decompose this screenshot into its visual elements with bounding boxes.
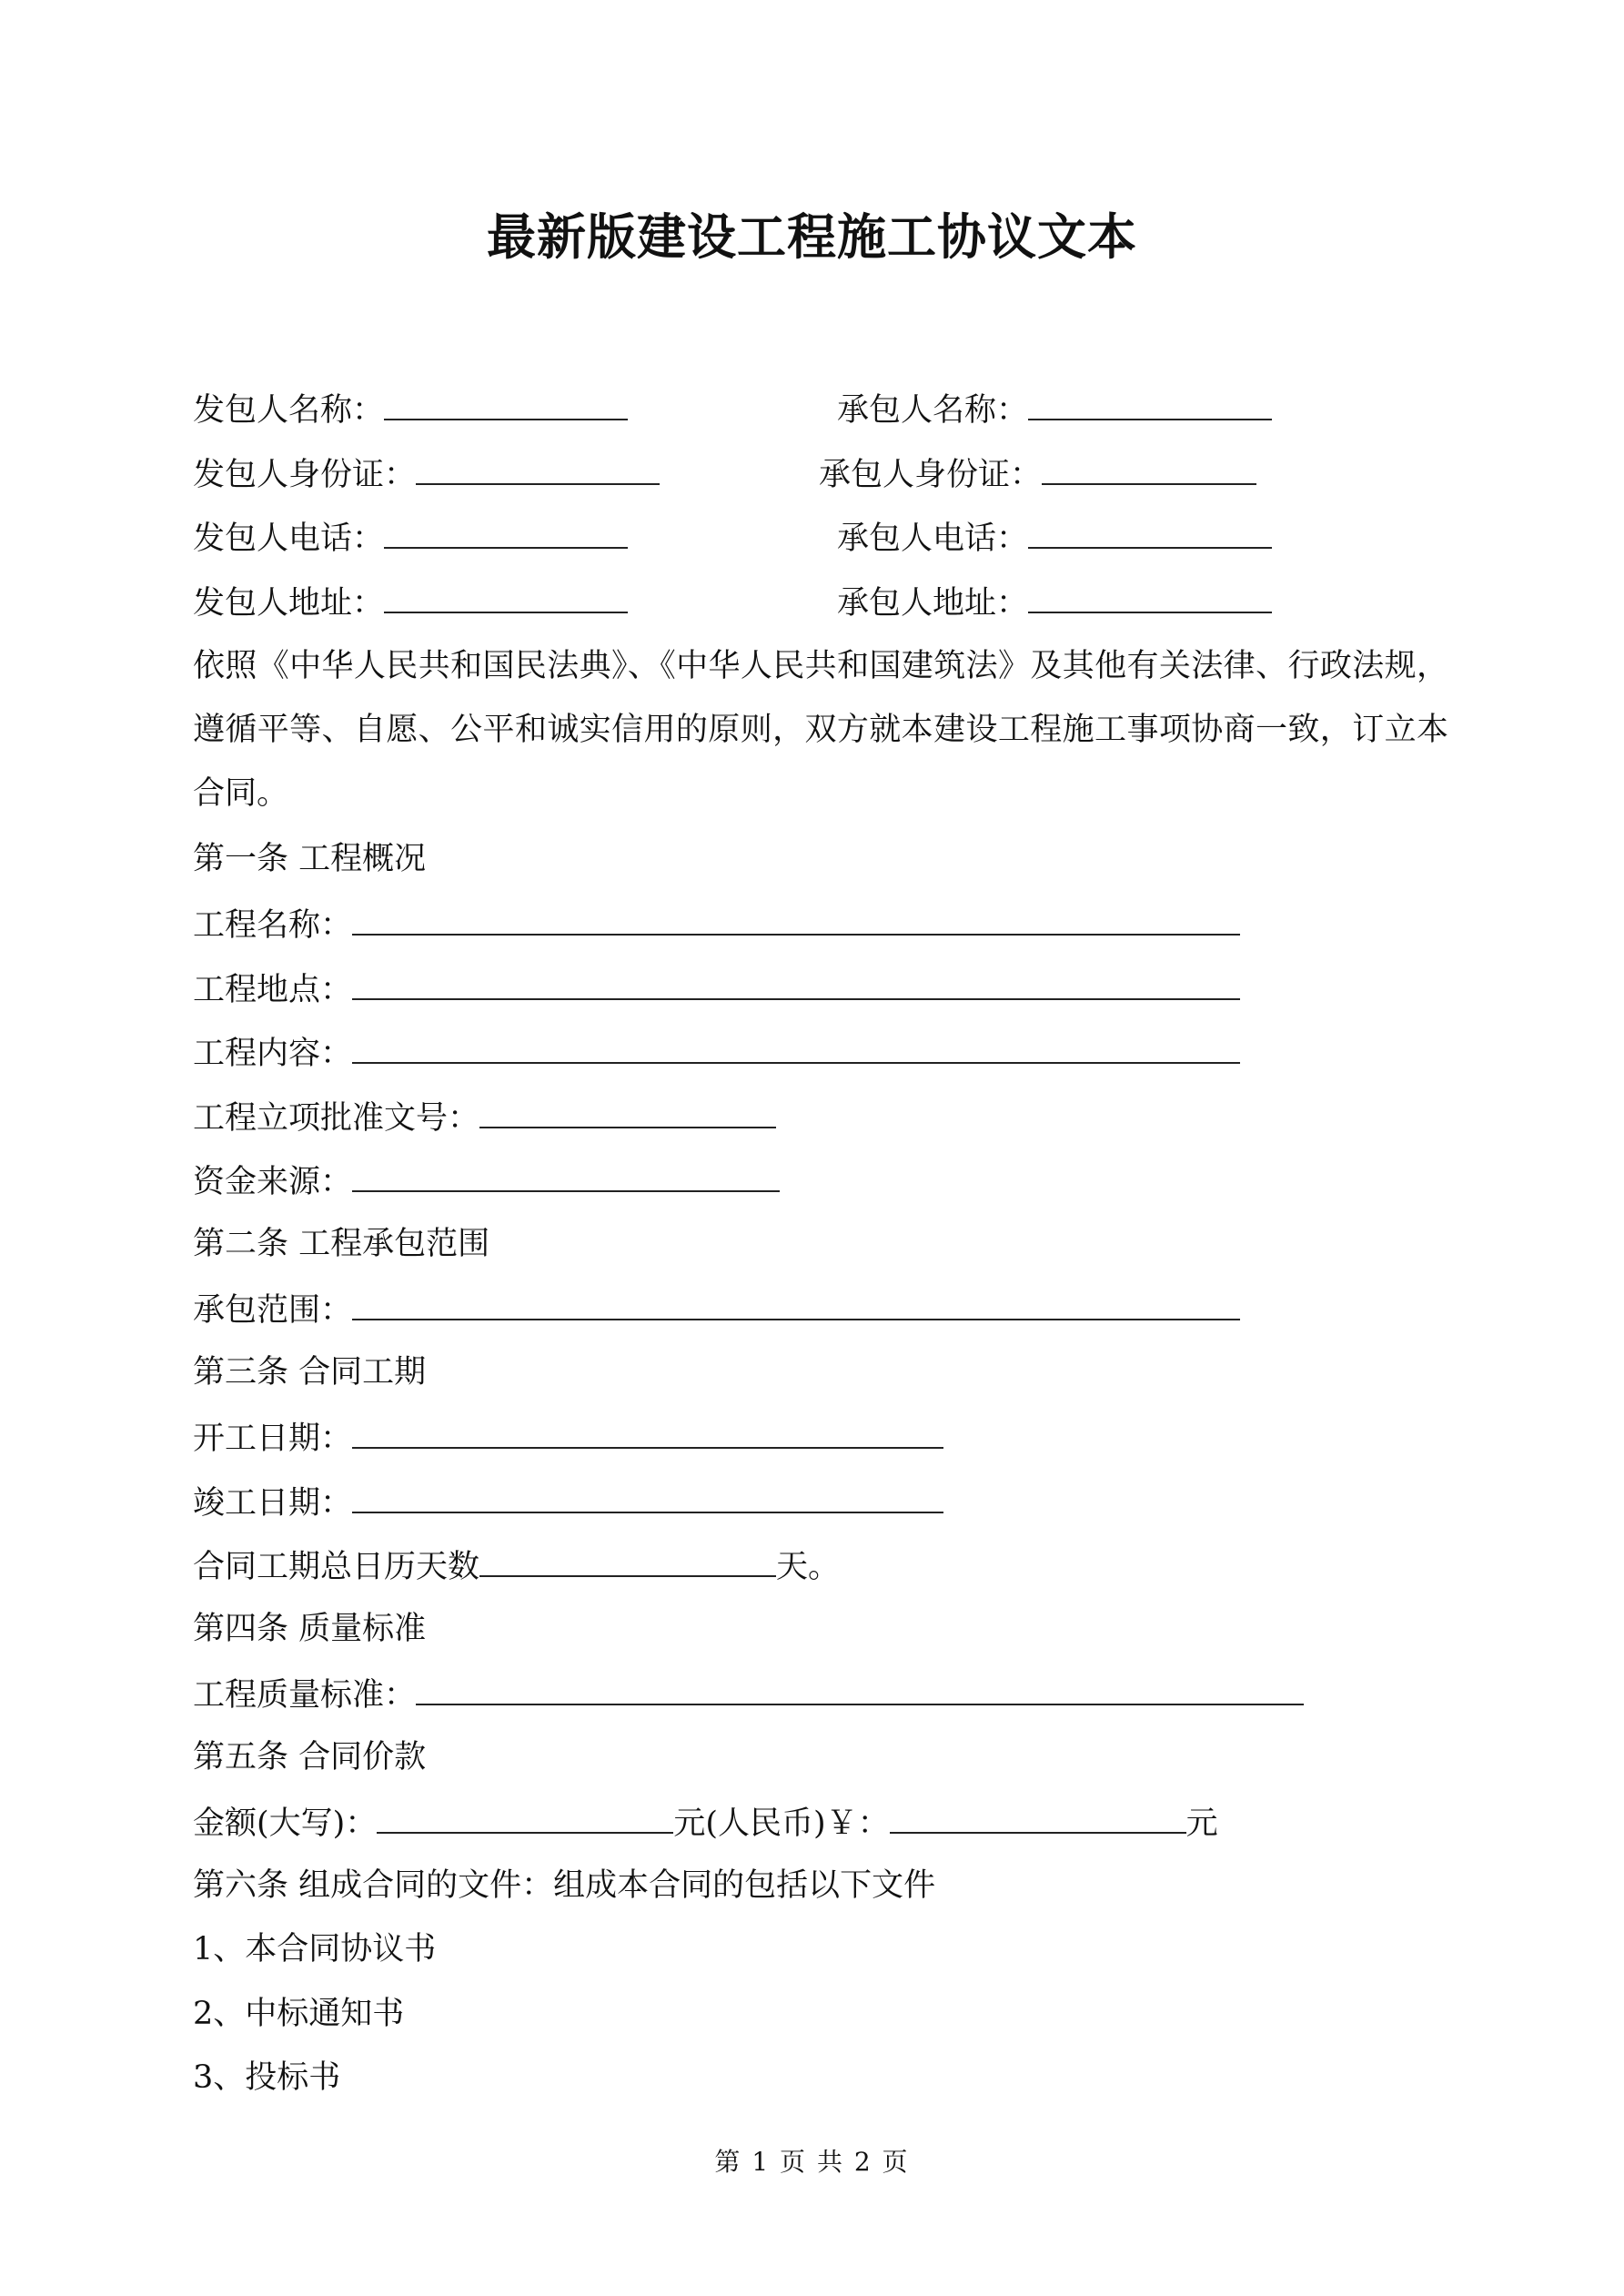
- approval-no-blank[interactable]: [479, 1096, 776, 1128]
- page-number-footer: 第 1 页 共 2 页: [714, 2147, 910, 2177]
- article1-heading: 第一条 工程概况: [193, 841, 427, 877]
- contractor-address-label: 承包人地址：: [837, 585, 1029, 622]
- list-item: 3、投标书: [193, 2059, 341, 2096]
- employer-id-row: [193, 452, 660, 495]
- completion-date-label: 竣工日期：: [193, 1485, 353, 1522]
- project-name-row: [193, 903, 1240, 946]
- employer-name-blank[interactable]: [384, 388, 628, 420]
- scope-row: [193, 1288, 1240, 1330]
- quality-row: [193, 1673, 1304, 1715]
- total-days-label: 合同工期总日历天数: [193, 1549, 480, 1585]
- article6-heading: 第六条 组成合同的文件：组成本合同的包括以下文件: [193, 1867, 936, 1904]
- quality-blank[interactable]: [416, 1673, 1304, 1705]
- approval-no-row: [193, 1096, 776, 1138]
- intro-paragraph: 依照《中华人民共和国民法典》、《中华人民共和国建筑法》及其他有关法律、行政法规，遵循平等、自愿、公平和诚实信用的原则，双方就本建设工程施工事项协商一致，订立本合同。: [193, 648, 1448, 812]
- employer-phone-row: [193, 516, 628, 559]
- contractor-name-label: 承包人名称：: [837, 392, 1029, 429]
- start-date-blank[interactable]: [352, 1416, 943, 1449]
- start-date-label: 开工日期：: [193, 1421, 353, 1457]
- contractor-phone-blank[interactable]: [1028, 516, 1272, 549]
- employer-address-blank[interactable]: [384, 581, 628, 613]
- contractor-name-blank[interactable]: [1028, 388, 1272, 420]
- amount-words-blank[interactable]: [377, 1801, 673, 1834]
- document-title: 最新版建设工程施工协议文本: [487, 207, 1137, 266]
- amount-figures-blank[interactable]: [890, 1801, 1186, 1834]
- employer-name-row: [193, 388, 628, 430]
- amount-unit: 元: [1185, 1805, 1218, 1842]
- fund-source-label: 资金来源：: [193, 1164, 353, 1200]
- total-days-unit: 天。: [776, 1549, 841, 1585]
- total-days-row: [193, 1544, 840, 1587]
- contractor-name-row: [837, 388, 1272, 430]
- project-content-blank[interactable]: [352, 1031, 1240, 1064]
- article4-heading: 第四条 质量标准: [193, 1611, 427, 1647]
- employer-address-label: 发包人地址：: [193, 585, 385, 622]
- article2-heading: 第二条 工程承包范围: [193, 1226, 490, 1262]
- contractor-id-label: 承包人身份证：: [819, 457, 1043, 493]
- contractor-phone-row: [837, 516, 1272, 559]
- contractor-id-row: [819, 452, 1256, 495]
- project-location-row: [193, 967, 1240, 1010]
- approval-no-label: 工程立项批准文号：: [193, 1100, 480, 1137]
- employer-id-label: 发包人身份证：: [193, 457, 417, 493]
- employer-phone-label: 发包人电话：: [193, 521, 385, 557]
- employer-phone-blank[interactable]: [384, 516, 628, 549]
- amount-words-label: 金额(大写)：: [193, 1805, 378, 1842]
- project-content-row: [193, 1031, 1240, 1074]
- employer-address-row: [193, 581, 628, 623]
- project-name-label: 工程名称：: [193, 907, 353, 944]
- quality-label: 工程质量标准：: [193, 1677, 417, 1714]
- article3-heading: 第三条 合同工期: [193, 1354, 427, 1391]
- amount-row: [193, 1801, 1218, 1844]
- scope-blank[interactable]: [352, 1288, 1240, 1320]
- fund-source-blank[interactable]: [352, 1159, 780, 1192]
- contractor-address-row: [837, 581, 1272, 623]
- contractor-phone-label: 承包人电话：: [837, 521, 1029, 557]
- completion-date-row: [193, 1481, 943, 1523]
- total-days-blank[interactable]: [479, 1544, 776, 1577]
- amount-mid-label: 元(人民币)￥：: [673, 1805, 890, 1842]
- project-name-blank[interactable]: [352, 903, 1240, 936]
- fund-source-row: [193, 1159, 780, 1202]
- project-location-blank[interactable]: [352, 967, 1240, 1000]
- project-content-label: 工程内容：: [193, 1036, 353, 1072]
- list-item: 2、中标通知书: [193, 1996, 405, 2032]
- contractor-address-blank[interactable]: [1028, 581, 1272, 613]
- employer-name-label: 发包人名称：: [193, 392, 385, 429]
- project-location-label: 工程地点：: [193, 972, 353, 1008]
- start-date-row: [193, 1416, 943, 1459]
- contractor-id-blank[interactable]: [1042, 452, 1256, 485]
- list-item: 1、本合同协议书: [193, 1931, 437, 1967]
- article5-heading: 第五条 合同价款: [193, 1739, 427, 1775]
- employer-id-blank[interactable]: [416, 452, 660, 485]
- scope-label: 承包范围：: [193, 1292, 353, 1329]
- completion-date-blank[interactable]: [352, 1481, 943, 1513]
